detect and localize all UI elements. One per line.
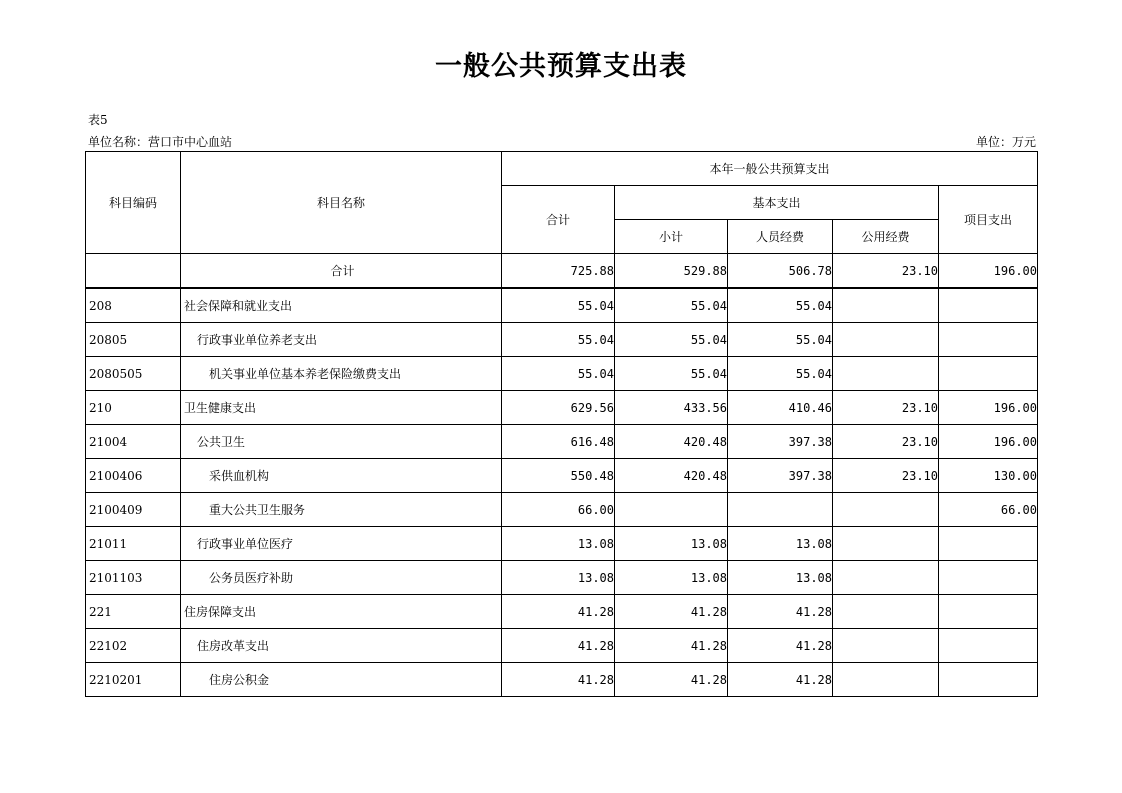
table-row xyxy=(86,459,1038,493)
header-year-total: 本年一般公共预算支出 xyxy=(502,152,1038,186)
subject-name: 采供血机构 xyxy=(181,459,502,493)
amount-public xyxy=(833,493,939,527)
header-personnel: 人员经费 xyxy=(728,220,833,254)
table-row xyxy=(86,663,1038,697)
amount-project xyxy=(939,288,1038,323)
amount-subtotal: 41.28 xyxy=(615,629,728,663)
amount-personnel xyxy=(728,493,833,527)
table-row xyxy=(86,561,1038,595)
amount-personnel: 41.28 xyxy=(728,595,833,629)
amount-public: 23.10 xyxy=(833,391,939,425)
subject-name: 机关事业单位基本养老保险缴费支出 xyxy=(181,357,502,391)
subject-code: 210 xyxy=(86,391,181,425)
header-project: 项目支出 xyxy=(939,186,1038,254)
amount-subtotal xyxy=(615,493,728,527)
amount-project xyxy=(939,357,1038,391)
amount-personnel: 397.38 xyxy=(728,459,833,493)
amount-total: 55.04 xyxy=(502,357,615,391)
amount-personnel: 13.08 xyxy=(728,561,833,595)
amount-personnel: 41.28 xyxy=(728,663,833,697)
amount-personnel: 410.46 xyxy=(728,391,833,425)
subject-name: 公共卫生 xyxy=(181,425,502,459)
amount-public xyxy=(833,629,939,663)
amount-total: 55.04 xyxy=(502,323,615,357)
total-project: 196.00 xyxy=(939,254,1038,289)
amount-public xyxy=(833,527,939,561)
total-personnel: 506.78 xyxy=(728,254,833,289)
total-total: 725.88 xyxy=(502,254,615,289)
unit-label: 单位：万元 xyxy=(975,135,1036,149)
amount-subtotal: 420.48 xyxy=(615,459,728,493)
amount-total: 41.28 xyxy=(502,595,615,629)
table-row xyxy=(86,288,1038,323)
table-row xyxy=(86,357,1038,391)
subject-name: 行政事业单位养老支出 xyxy=(181,323,502,357)
total-label: 合计 xyxy=(181,254,502,289)
amount-public: 23.10 xyxy=(833,425,939,459)
table-number: 表5 xyxy=(88,113,108,127)
amount-subtotal: 41.28 xyxy=(615,663,728,697)
amount-project: 130.00 xyxy=(939,459,1038,493)
total-public: 23.10 xyxy=(833,254,939,289)
amount-total: 13.08 xyxy=(502,561,615,595)
header-total: 合计 xyxy=(502,186,615,254)
amount-total: 41.28 xyxy=(502,629,615,663)
subject-name: 住房保障支出 xyxy=(181,595,502,629)
amount-subtotal: 55.04 xyxy=(615,357,728,391)
amount-total: 629.56 xyxy=(502,391,615,425)
amount-public xyxy=(833,357,939,391)
amount-personnel: 55.04 xyxy=(728,288,833,323)
total-row xyxy=(86,254,1038,289)
amount-personnel: 13.08 xyxy=(728,527,833,561)
amount-project xyxy=(939,595,1038,629)
header-code: 科目编码 xyxy=(86,152,181,254)
amount-total: 41.28 xyxy=(502,663,615,697)
table-row xyxy=(86,493,1038,527)
amount-public xyxy=(833,663,939,697)
amount-public xyxy=(833,288,939,323)
amount-subtotal: 13.08 xyxy=(615,527,728,561)
subject-code: 20805 xyxy=(86,323,181,357)
amount-personnel: 55.04 xyxy=(728,357,833,391)
subject-name: 卫生健康支出 xyxy=(181,391,502,425)
subject-name: 住房改革支出 xyxy=(181,629,502,663)
amount-subtotal: 55.04 xyxy=(615,323,728,357)
subject-code: 2101103 xyxy=(86,561,181,595)
amount-total: 616.48 xyxy=(502,425,615,459)
header-name: 科目名称 xyxy=(181,152,502,254)
amount-total: 55.04 xyxy=(502,288,615,323)
amount-total: 13.08 xyxy=(502,527,615,561)
total-subtotal: 529.88 xyxy=(615,254,728,289)
table-row xyxy=(86,323,1038,357)
amount-project xyxy=(939,561,1038,595)
table-row xyxy=(86,391,1038,425)
subject-name: 重大公共卫生服务 xyxy=(181,493,502,527)
page-title: 一般公共预算支出表 xyxy=(435,51,687,82)
amount-project: 196.00 xyxy=(939,391,1038,425)
amount-public xyxy=(833,561,939,595)
header-basic: 基本支出 xyxy=(615,186,939,220)
header-public: 公用经费 xyxy=(833,220,939,254)
subject-name: 公务员医疗补助 xyxy=(181,561,502,595)
amount-personnel: 41.28 xyxy=(728,629,833,663)
amount-public xyxy=(833,323,939,357)
amount-personnel: 397.38 xyxy=(728,425,833,459)
amount-project: 196.00 xyxy=(939,425,1038,459)
amount-project xyxy=(939,663,1038,697)
budget-table xyxy=(85,151,1038,697)
subject-code: 208 xyxy=(86,288,181,323)
amount-personnel: 55.04 xyxy=(728,323,833,357)
amount-subtotal: 55.04 xyxy=(615,288,728,323)
amount-public: 23.10 xyxy=(833,459,939,493)
amount-total: 550.48 xyxy=(502,459,615,493)
amount-subtotal: 41.28 xyxy=(615,595,728,629)
subject-code: 221 xyxy=(86,595,181,629)
header-subtotal: 小计 xyxy=(615,220,728,254)
total-code-cell xyxy=(86,254,181,289)
unit-name: 单位名称：营口市中心血站 xyxy=(88,135,233,149)
subject-code: 22102 xyxy=(86,629,181,663)
subject-code: 2210201 xyxy=(86,663,181,697)
amount-subtotal: 13.08 xyxy=(615,561,728,595)
subject-name: 社会保障和就业支出 xyxy=(181,288,502,323)
amount-public xyxy=(833,595,939,629)
subject-name: 住房公积金 xyxy=(181,663,502,697)
amount-project xyxy=(939,629,1038,663)
table-row xyxy=(86,425,1038,459)
table-row xyxy=(86,527,1038,561)
subject-name: 行政事业单位医疗 xyxy=(181,527,502,561)
subject-code: 21011 xyxy=(86,527,181,561)
subject-code: 2100406 xyxy=(86,459,181,493)
amount-total: 66.00 xyxy=(502,493,615,527)
amount-subtotal: 420.48 xyxy=(615,425,728,459)
table-row xyxy=(86,595,1038,629)
subject-code: 2080505 xyxy=(86,357,181,391)
subject-code: 2100409 xyxy=(86,493,181,527)
table-row xyxy=(86,629,1038,663)
subject-code: 21004 xyxy=(86,425,181,459)
amount-project xyxy=(939,323,1038,357)
amount-project xyxy=(939,527,1038,561)
amount-subtotal: 433.56 xyxy=(615,391,728,425)
amount-project: 66.00 xyxy=(939,493,1038,527)
